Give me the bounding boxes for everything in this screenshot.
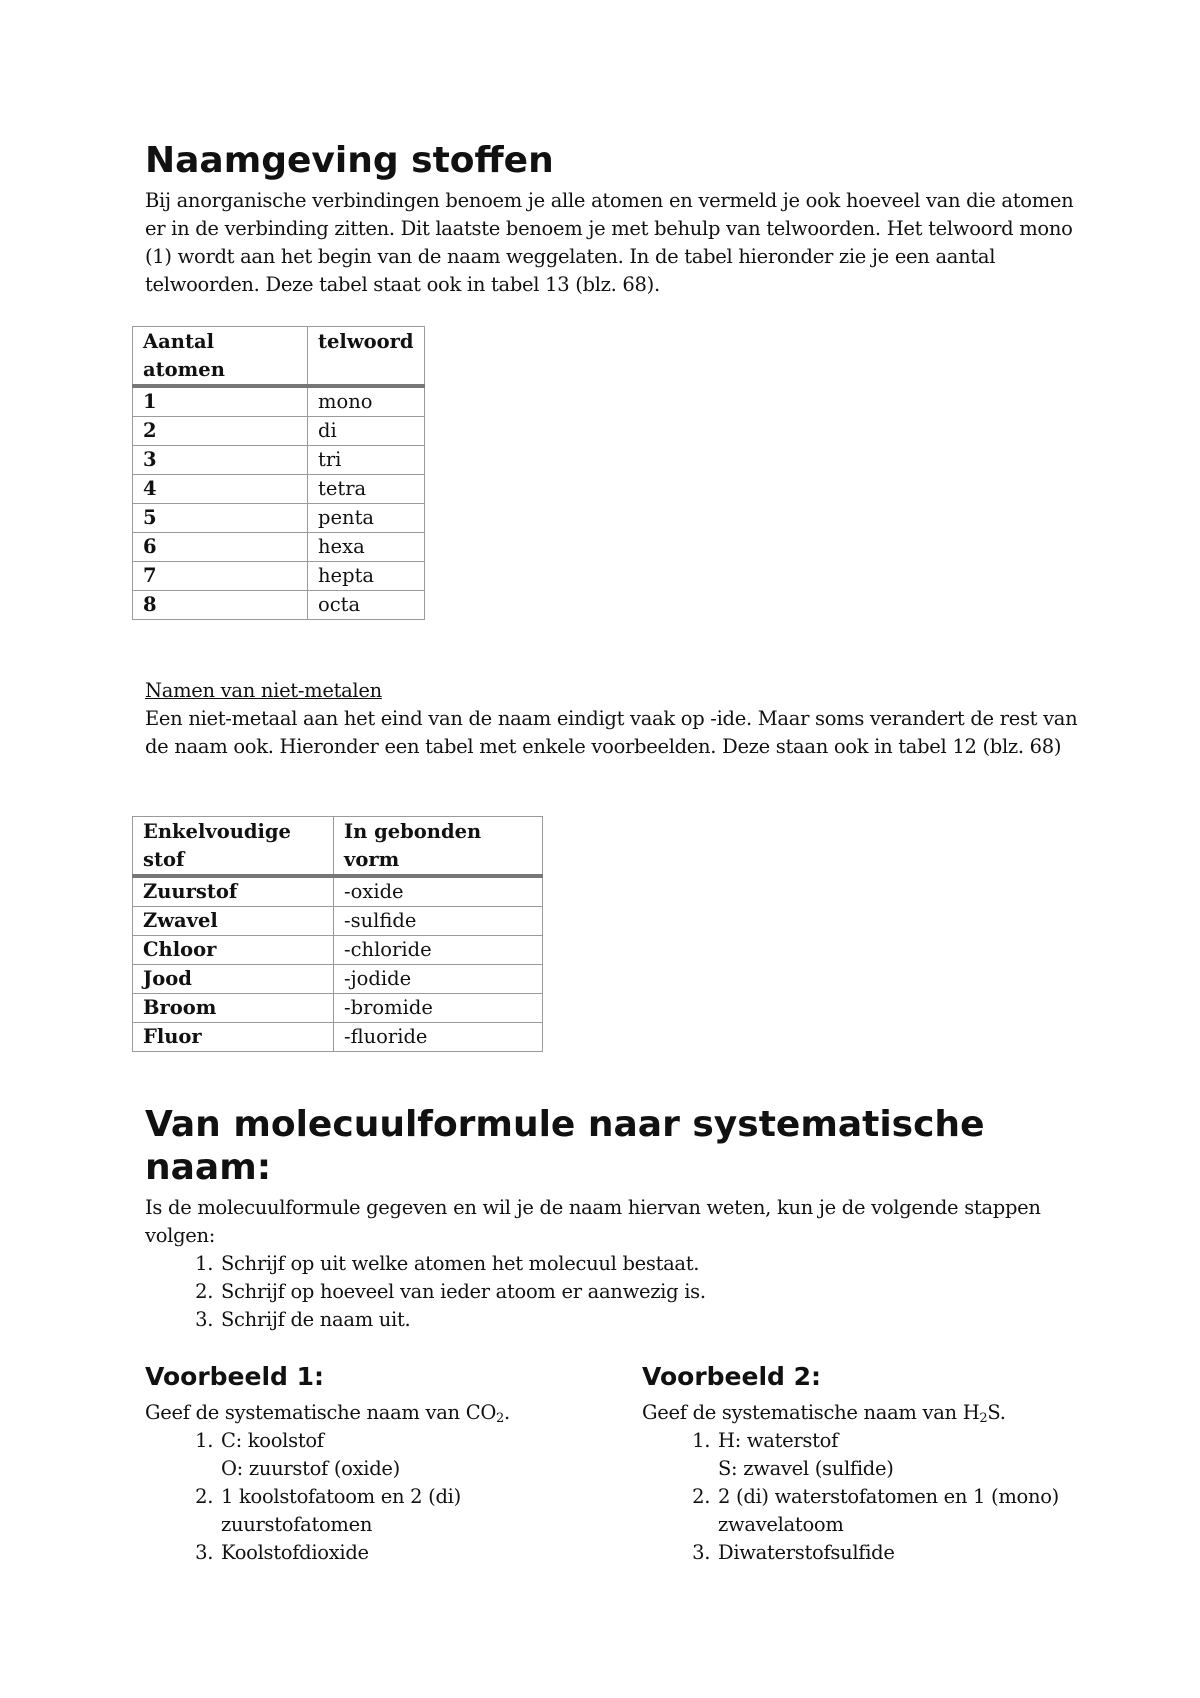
table-header-row [133,817,543,877]
intro-paragraph: Bij anorganische verbindingen benoem je alle atomen en vermeld je ook hoeveel van die atomen er in de verbinding zitten. Dit laatste benoem je met behulp van telwoorden. Het telwoord mono (1) wordt aan het begin van de naam weggelaten. In de tabel hieronder zie je een aantal telwoorden. Deze tabel staat ook in tabel 13 (blz. 68). [145,189,1074,296]
example-question: Geef de systematische naam van $H_2S$. [642,1401,1006,1426]
example-1 [145,1362,585,1567]
nonmetal-table [132,816,543,1052]
table-row [133,504,425,533]
example-question: Geef de systematische naam van $CO_2$. [145,1401,510,1426]
table-cell: 2 [133,417,308,446]
table-cell: Fluor [133,1023,334,1052]
table-cell: 3 [133,446,308,475]
table-cell: -oxide [334,876,543,907]
list-item: 2. 2 (di) waterstofatomen en 1 (mono) zwavelatoom [716,1483,1082,1539]
table-row [133,562,425,591]
table-cell: -bromide [334,994,543,1023]
table-cell: octa [308,591,425,620]
table-row [133,907,543,936]
table-cell: 4 [133,475,308,504]
table-cell: tetra [308,475,425,504]
list-item: 1. Schrijf op uit welke atomen het molecuul bestaat. [219,1250,1119,1278]
page-title: Naamgeving stoffen [145,140,554,181]
example-2 [642,1362,1082,1567]
table-cell: tri [308,446,425,475]
table-header-row [133,327,425,387]
table-row [133,475,425,504]
example-steps [642,1427,1082,1567]
table-cell: Chloor [133,936,334,965]
list-item: 1. C: koolstof O: zuurstof (oxide) [219,1427,585,1483]
section-title: Van molecuulformule naar systematische naam: [145,1104,985,1188]
table-header-cell: telwoord [308,327,425,387]
nonmetals-heading: Namen van niet-metalen [145,679,382,702]
table-row [133,965,543,994]
example-title: Voorbeeld 1: [145,1362,325,1391]
table-cell: -fluoride [334,1023,543,1052]
table-cell: -jodide [334,965,543,994]
list-item: 3. Koolstofdioxide [219,1539,585,1567]
example-title: Voorbeeld 2: [642,1362,822,1391]
table-row [133,994,543,1023]
table-header-cell: In gebonden vorm [334,817,543,877]
list-item: 3. Schrijf de naam uit. [219,1306,1119,1334]
table-row [133,591,425,620]
table-row [133,876,543,907]
list-item: 2. 1 koolstofatoom en 2 (di) zuurstofatomen [219,1483,585,1539]
table-cell: 6 [133,533,308,562]
table-cell: 8 [133,591,308,620]
table-row [133,936,543,965]
nonmetals-paragraph: Een niet-metaal aan het eind van de naam eindigt vaak op -ide. Maar soms verandert de rest van de naam ook. Hieronder een tabel met enkele voorbeelden. Deze staan ook in tabel 12 (blz. 68) [145,707,1078,758]
table-row [133,1023,543,1052]
list-item: 3. Diwaterstofsulfide [716,1539,1082,1567]
numeral-table [132,326,425,620]
table-cell: Jood [133,965,334,994]
table-cell: 1 [133,386,308,417]
table-cell: penta [308,504,425,533]
table-cell: hexa [308,533,425,562]
table-cell: 7 [133,562,308,591]
list-item: 2. Schrijf op hoeveel van ieder atoom er aanwezig is. [219,1278,1119,1306]
table-cell: -chloride [334,936,543,965]
table-cell: Zwavel [133,907,334,936]
table-cell: Zuurstof [133,876,334,907]
table-cell: -sulfide [334,907,543,936]
table-row [133,386,425,417]
steps-list [145,1250,1119,1334]
table-header-cell: Enkelvoudige stof [133,817,334,877]
table-row [133,446,425,475]
table-cell: 5 [133,504,308,533]
table-cell: di [308,417,425,446]
list-item: 1. H: waterstof S: zwavel (sulfide) [716,1427,1082,1483]
table-row [133,533,425,562]
table-cell: Broom [133,994,334,1023]
table-cell: hepta [308,562,425,591]
section-intro: Is de molecuulformule gegeven en wil je de naam hiervan weten, kun je de volgende stappen volgen: [145,1196,1041,1247]
table-header-cell: Aantal atomen [133,327,308,387]
example-steps [145,1427,585,1567]
table-row [133,417,425,446]
table-cell: mono [308,386,425,417]
